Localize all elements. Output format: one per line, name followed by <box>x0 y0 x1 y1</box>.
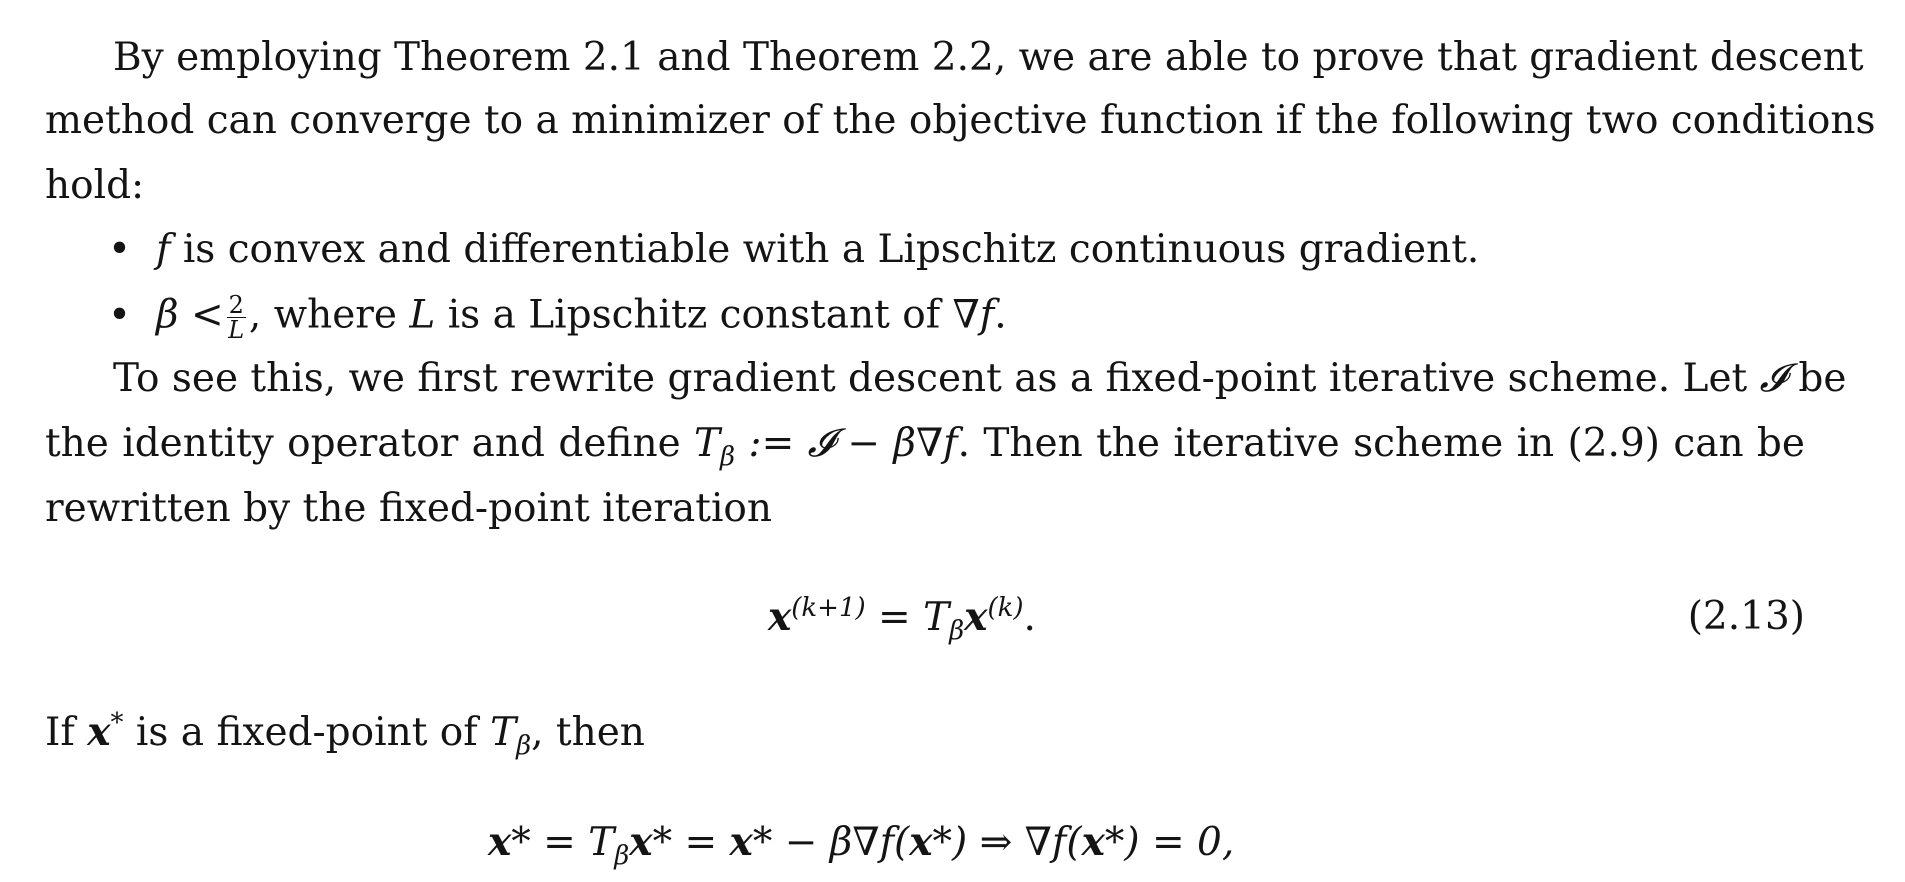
p3-text-b: is a fixed-point of <box>123 710 491 755</box>
eq2-x-1: x <box>488 819 512 865</box>
symbol-L: L <box>409 292 436 338</box>
eq2-T: T <box>588 820 615 865</box>
bullet-2-text-b: is a Lipschitz constant of <box>435 292 953 338</box>
paragraph-2-line-3: rewritten by the fixed-point iteration <box>45 486 773 531</box>
eq2-part-8: *) ⇒ ∇f( <box>932 820 1082 865</box>
equation-fixed-point-iteration <box>768 593 1036 646</box>
eq1-sup-k: (k) <box>987 593 1024 623</box>
eq2-part-10: *) = 0, <box>1104 820 1235 865</box>
paragraph-2-line-1 <box>113 356 1847 401</box>
gradient-f: ∇f <box>952 292 995 338</box>
eq1-x2: x <box>964 594 988 640</box>
equation-number: (2.13) <box>1687 594 1805 639</box>
paragraph-1-line-1: By employing Theorem 2.1 and Theorem 2.2, we are able to prove that gradient descent <box>113 35 1864 80</box>
bullet-2-end: . <box>994 292 1007 338</box>
p3-text-a: If <box>45 710 88 755</box>
fraction-denominator: L <box>228 316 245 344</box>
paragraph-1-line-2: method can converge to a minimizer of the objective function if the following two conditions <box>45 98 1876 143</box>
operator-T: T <box>694 421 721 466</box>
p3-T: T <box>490 710 517 755</box>
identity-operator: 𝓘 <box>1759 356 1786 401</box>
eq1-equals: = <box>865 595 924 640</box>
bullet-1-text: is convex and differentiable with a Lipschitz continuous gradient. <box>170 227 1480 272</box>
bullet-item-2 <box>108 293 1608 342</box>
eq2-x-3: x <box>729 819 753 865</box>
eq2-part-2: * = <box>511 820 589 865</box>
eq2-x-4: x <box>909 819 933 865</box>
bullet-item-1 <box>108 227 1608 272</box>
subscript-beta: β <box>720 441 736 472</box>
operator-definition: := 𝓘 − β∇f <box>735 421 958 466</box>
p2-l1-text-b: be <box>1785 356 1847 401</box>
fraction-numerator: 2 <box>228 291 244 319</box>
eq2-part-6: * − β∇f( <box>752 820 910 865</box>
fraction-2-over-L <box>227 293 246 342</box>
p2-l1-text-a: To see this, we first rewrite gradient descent as a fixed-point iterative scheme. Let <box>113 356 1760 401</box>
paragraph-2-line-2 <box>45 421 1805 472</box>
eq1-end: . <box>1023 595 1036 640</box>
symbol-f: f <box>156 227 171 272</box>
bullet-dot-icon: • <box>108 227 132 272</box>
eq2-x-2: x <box>629 819 653 865</box>
p2-l2-text-a: the identity operator and define <box>45 421 695 466</box>
eq1-x: x <box>768 594 792 640</box>
eq2-part-4: * = <box>652 820 730 865</box>
beta-less-than: β < <box>156 292 224 338</box>
eq1-T: T <box>923 595 950 640</box>
p3-sub-beta: β <box>516 730 532 761</box>
eq1-sup-k-plus-1: (k+1) <box>791 593 866 623</box>
eq2-sub-beta: β <box>614 840 630 871</box>
eq1-sub-beta: β <box>949 615 965 646</box>
eq2-x-5: x <box>1081 819 1105 865</box>
equation-fixed-point-condition <box>488 819 1235 871</box>
p3-star: * <box>110 708 124 738</box>
paragraph-3 <box>45 708 1805 761</box>
bullet-2-text-a: , where <box>248 292 410 338</box>
p3-x: x <box>87 709 111 755</box>
bullet-dot-icon: • <box>108 292 132 338</box>
p3-text-c: , then <box>531 710 645 755</box>
paragraph-1-line-3: hold: <box>45 163 145 208</box>
p2-l2-text-b: . Then the iterative scheme in (2.9) can be <box>957 421 1805 466</box>
